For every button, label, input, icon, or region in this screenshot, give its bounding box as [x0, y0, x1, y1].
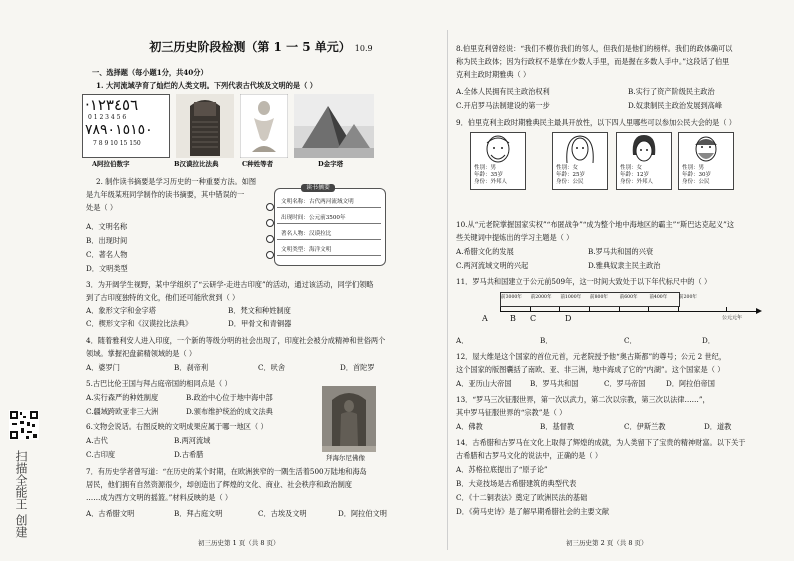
q2-option-a: A．文明名称 [86, 222, 128, 231]
q6-option-a: A.古代 [86, 436, 108, 445]
person-b-sex: 性别：女 [556, 165, 579, 171]
card-row-line [277, 239, 381, 240]
q7-option-d: D．阿拉伯文明 [338, 509, 387, 518]
q8-option-c: C.开启罗马法制建设的第一步 [456, 101, 550, 110]
q11-option-c: C． [624, 336, 637, 345]
q5-stem: 5.古巴比伦王国与拜占庭帝国的相同点是（ ） [86, 379, 232, 388]
q3-option-c: C．楔形文字和《汉谟拉比法典》 [86, 319, 193, 328]
axis-label: 前400年 [649, 295, 668, 300]
woman-face-icon [553, 133, 607, 165]
card-row-bullet-icon [266, 251, 274, 259]
q6-option-c: C.古印度 [86, 450, 116, 459]
q11-stem: 11．罗马共和国建立于公元前509年，这一时间大致处于以下年代标尺中的（ ） [456, 277, 712, 286]
q12-option-a: A．亚历山大帝国 [456, 379, 512, 388]
q8-option-a: A.全体人民拥有民主政治权利 [456, 87, 550, 96]
q14-option-d: D．《荷马史诗》是了解早期希腊社会的主要文献 [456, 507, 610, 516]
card-row: 文明名称：古代两河流域文明 [281, 199, 354, 205]
axis-tick [589, 307, 590, 312]
q7-stem-line3: ……成为西方文明的摇篮。”材料反映的是（ ） [86, 493, 233, 502]
axis-end-label: 公元元年 [722, 315, 743, 321]
q6-stem: 6.文物会说话。右图反映的文明成果应属于哪一地区（ ） [86, 422, 268, 431]
hourglass-figure-image [240, 94, 288, 158]
card-row-bullet-icon [266, 235, 274, 243]
portrait-card-c [616, 132, 672, 190]
q4-option-a: A．婆罗门 [86, 363, 120, 372]
q2-stem-line1: 2. 制作读书摘要是学习历史的一种重要方法。如图 [96, 177, 257, 186]
q10-option-c: C.两河流域文明的兴起 [456, 261, 529, 270]
q10-option-a: A.希腊文化的发展 [456, 247, 514, 256]
q4-option-d: D．首陀罗 [340, 363, 375, 372]
axis-tick [530, 307, 531, 312]
card-row-line [277, 207, 381, 208]
q5-option-d: D.颁布维护统治的成文法典 [186, 407, 273, 416]
timeline-mark: A [482, 314, 488, 323]
axis-label: 前800年 [590, 295, 608, 300]
q7-option-c: C．古埃及文明 [258, 509, 307, 518]
axis-tick [500, 307, 501, 312]
q1-option-a: A阿拉伯数字 [92, 160, 130, 168]
q8-stem-line3: 克利主政时期雅典（ ） [456, 70, 531, 79]
page-1 [82, 40, 440, 550]
page-2 [456, 40, 784, 550]
q10-option-b: B.罗马共和国的兴衰 [588, 247, 654, 256]
q12-option-d: D．阿拉伯帝国 [666, 379, 715, 388]
buddha-statue-image [322, 386, 376, 452]
q12-stem-line1: 12．屋大维是这个国家的首位元首，元老院授予他“奥古斯都”的尊号；公元 2 世纪， [456, 352, 727, 361]
card-row: 文明类型：海洋文明 [281, 247, 332, 253]
person-c-age: 年龄：12岁 [620, 172, 649, 178]
q12-option-b: B．罗马共和国 [530, 379, 579, 388]
q2-option-d: D．文明类型 [86, 264, 128, 273]
portrait-card-d [678, 132, 734, 190]
q3-option-a: A．象形文字和金字塔 [86, 306, 156, 315]
reading-summary-card [274, 184, 386, 266]
q13-stem-line2: 其中罗马征服世界的“宗教”是（ ） [456, 408, 567, 417]
card-title: 读书摘要 [301, 184, 335, 192]
q11-option-a: A． [456, 336, 469, 345]
axis-label: 前3000年 [501, 295, 522, 300]
q1-option-b: B汉谟拉比法典 [174, 160, 219, 168]
timeline-mark: D [565, 314, 572, 323]
axis-tick [619, 307, 620, 312]
q8-stem-line2: 称为民主政体；因为行政权不是掌在少数人手里，而是握在多数人手中。”这段话了伯里 [456, 57, 730, 66]
card-row: 著名人物：汉谟拉比 [281, 231, 332, 237]
page-divider [447, 30, 448, 550]
axis-label: 前600年 [619, 295, 638, 300]
q3-option-d: D．甲骨文和青铜器 [228, 319, 292, 328]
q4-option-b: B．刹帝利 [174, 363, 209, 372]
timeline-axis-line [500, 311, 760, 312]
q14-stem-line2: 古希腊和古罗马文化的说法中，正确的是（ ） [456, 451, 603, 460]
year-timeline [482, 290, 762, 334]
card-row-line [277, 255, 381, 256]
card-row-bullet-icon [266, 203, 274, 211]
q12-stem-line2: 这个国家的版图囊括了南欧、亚、非三洲，地中海成了它的“内湖”。这个国家是（ ） [456, 365, 725, 374]
q13-option-a: A．佛教 [456, 422, 483, 431]
q1-stem: 1. 大河流域孕育了灿烂的人类文明。下列代表古代埃及文明的是（ ） [96, 81, 317, 90]
timeline-mark: B [510, 314, 516, 323]
person-a-age: 年龄：35岁 [474, 172, 503, 178]
portrait-card-b [552, 132, 608, 190]
q10-option-d: D.雅典奴隶主民主政治 [588, 261, 661, 270]
q5-option-b: B.政治中心位于地中海中部 [186, 393, 273, 402]
timeline-arrow-icon [756, 308, 762, 314]
q13-option-b: B．基督教 [540, 422, 575, 431]
q10-stem-line1: 10.从“元老院掌握国家实权”“布匿战争”“成为整个地中海地区的霸主”“斯巴达克起义”这 [456, 220, 735, 229]
q6-option-d: D.古希腊 [174, 450, 204, 459]
man-face-icon [471, 133, 525, 165]
person-a-status: 身份：外邦人 [474, 179, 508, 185]
card-row-line [277, 223, 381, 224]
person-c-status: 身份：外邦人 [620, 179, 654, 185]
q2-option-b: B．出现时间 [86, 236, 128, 245]
page-2-footer: 初三历史第 2 页（共 8 页） [566, 539, 648, 547]
q7-stem-line1: 7．有历史学者曾写道：“在历史的某个时期，在欧洲狭窄的一隅生活着500万陆地和海岛 [86, 467, 367, 476]
qr-code-icon [9, 410, 39, 440]
q3-option-b: B．梵文和种姓制度 [228, 306, 291, 315]
q4-option-c: C．吠舍 [258, 363, 286, 372]
q14-option-c: C．《十二铜表法》奠定了欧洲民法的基础 [456, 493, 588, 502]
q8-option-d: D.奴隶制民主政治发展到高峰 [628, 101, 723, 110]
q13-option-d: D．道教 [704, 422, 732, 431]
q3-stem-line1: 3．为开阔学生视野，某中学组织了“云研学-走进古印度”的活动，通过该活动，同学们领略 [86, 280, 374, 289]
q13-stem-line1: 13．“罗马三次征服世界，第一次以武力，第二次以宗教，第三次以法律……”， [456, 395, 710, 404]
q4-stem-line2: 领域。掌握祀盘薪精领域的是（ ） [86, 349, 197, 358]
card-row: 出现时间：公元前3500年 [281, 215, 346, 221]
person-b-age: 年龄：25岁 [556, 172, 585, 178]
q1-option-d: D金字塔 [318, 160, 344, 168]
q3-stem-line2: 到了古印度独特的文化，他们还可能欣赏到（ ） [86, 293, 240, 302]
q12-option-c: C．罗马帝国 [604, 379, 646, 388]
portrait-card-a [470, 132, 526, 190]
buddha-caption: 拜海尔尼佛像 [326, 454, 365, 462]
q8-option-b: B.实行了资产阶级民主政治 [628, 87, 715, 96]
arabic-numerals-image: ·١٢٣٤٥٦ 0 1 2 3 4 5 6 ٧٨٩٠١٥١٥٠ 7 8 9 10 15 150 [82, 94, 170, 158]
bearded-man-face-icon [679, 133, 733, 165]
q2-stem-line2: 是九年级某班同学制作的读书摘要，其中错误的一 [86, 190, 245, 199]
q5-option-a: A.实行森严的种姓制度 [86, 393, 159, 402]
q7-stem-line2: 居民，他们拥有自然资源很少，却创造出了辉煌的文化、商业、社会秩序和政治制度 [86, 480, 352, 489]
person-d-status: 身份：公民 [682, 179, 710, 185]
q11-option-d: D． [702, 336, 715, 345]
q5-option-c: C.疆域跨欧亚非三大洲 [86, 407, 159, 416]
girl-face-icon [617, 133, 671, 165]
q4-stem-line1: 4．随着雅利安人进入印度，一个新的等级分明的社会出现了，印度社会被分成精神和世俗两个 [86, 336, 386, 345]
axis-label: 前2000年 [530, 295, 552, 300]
q14-option-b: B．大竞技场是古希腊建筑的典型代表 [456, 479, 577, 488]
q9-stem: 9．伯里克利主政时期雅典民主最具开放性，以下四人里哪些可以参加公民大会的是（ ） [456, 118, 736, 127]
code-of-hammurabi-stele-image [176, 94, 234, 158]
q13-option-c: C．伊斯兰教 [624, 422, 666, 431]
q1-option-c: C种姓等者 [242, 160, 274, 168]
q14-stem-line1: 14．古希腊和古罗马在文化上取得了辉煌的成就，为人类留下了宝贵的精神财富。以下关于 [456, 438, 746, 447]
q2-option-c: C．著名人物 [86, 250, 128, 259]
person-b-status: 身份：公民 [556, 179, 584, 185]
page-1-footer: 初三历史第 1 页（共 8 页） [198, 539, 280, 547]
axis-tick [726, 307, 727, 312]
person-d-age: 年龄：30岁 [682, 172, 711, 178]
q2-stem-line3: 处是（ ） [86, 203, 118, 212]
timeline-mark: C [530, 314, 537, 323]
person-a-sex: 性别：男 [474, 165, 497, 171]
q7-option-b: B．拜占庭文明 [174, 509, 223, 518]
q8-stem-line1: 8.伯里克利曾经说：“我们不模仿我们的邻人，但我们是他们的榜样。我们的政体确可以 [456, 44, 733, 53]
person-c-sex: 性别：女 [620, 165, 643, 171]
axis-tick [559, 307, 560, 312]
axis-label: 前200年 [679, 295, 697, 300]
axis-tick [678, 307, 679, 312]
q7-option-a: A．古希腊文明 [86, 509, 135, 518]
card-row-bullet-icon [266, 219, 274, 227]
pyramids-image [294, 94, 374, 158]
axis-tick [648, 307, 649, 312]
q14-option-a: A．苏格拉底提出了“原子论” [456, 465, 548, 474]
axis-label: 前1000年 [560, 295, 582, 300]
exam-title: 初三历史阶段检测（第 1 一 5 单元） 10.9 [149, 40, 373, 54]
scanner-watermark: 扫描全能王 创建 [14, 450, 28, 538]
q6-option-b: B.两河流域 [174, 436, 211, 445]
q11-option-b: B． [540, 336, 553, 345]
section-heading: 一、选择题（每小题1分，共40分） [92, 68, 208, 77]
q10-stem-line2: 些关键词中提炼出的学习主题是（ ） [456, 233, 574, 242]
person-d-sex: 性别：男 [682, 165, 705, 171]
